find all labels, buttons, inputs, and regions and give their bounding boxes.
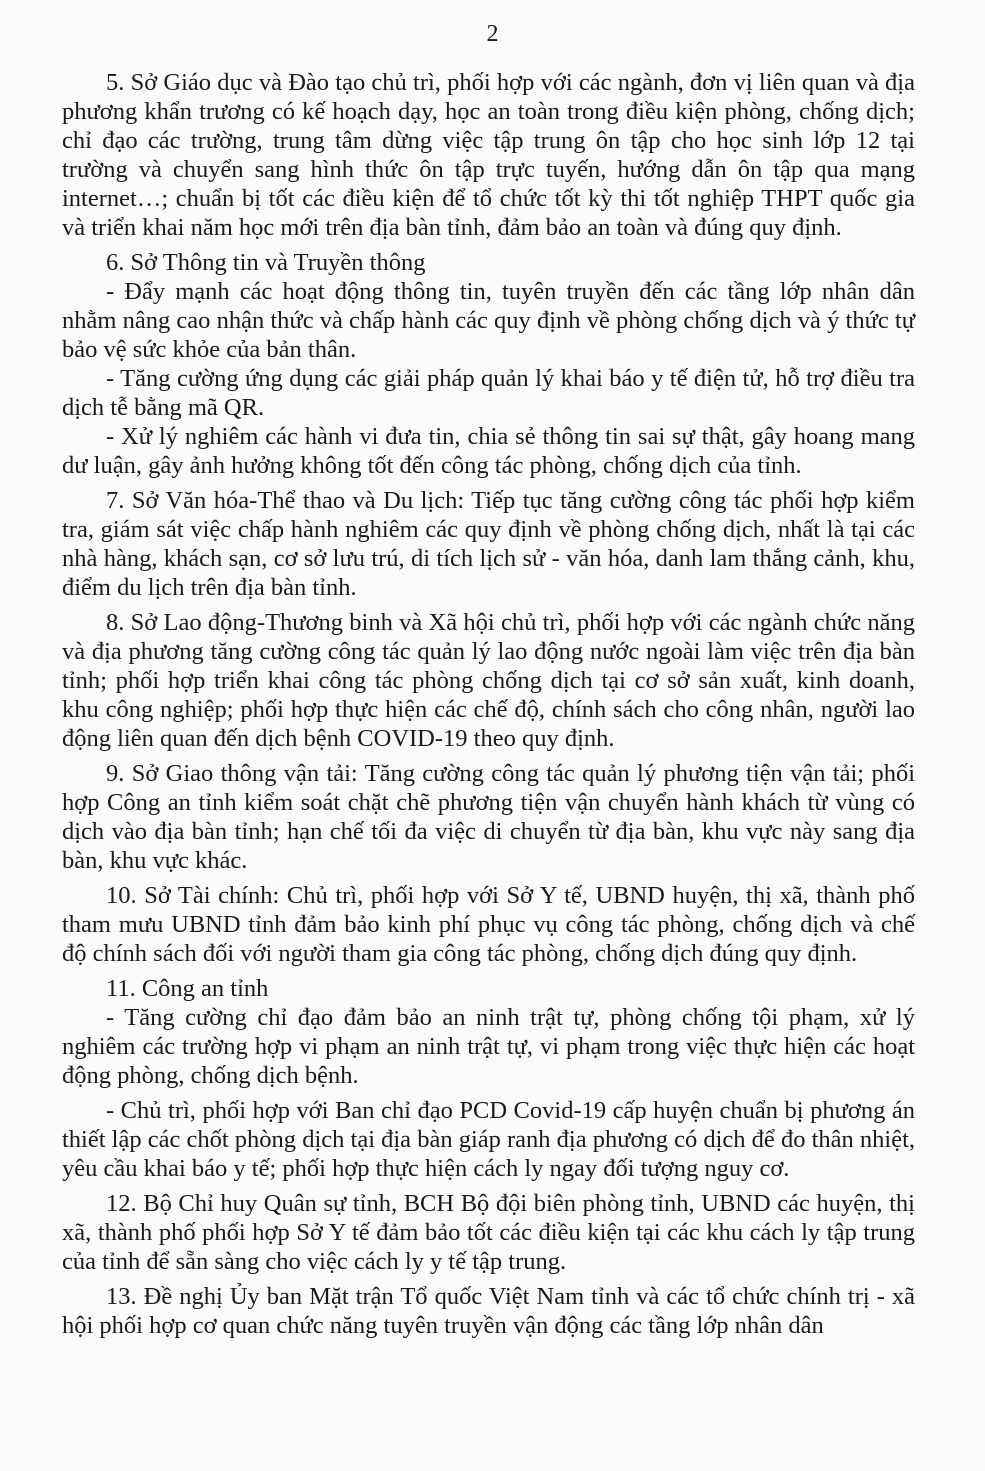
paragraph-item-6-bullet-2: - Tăng cường ứng dụng các giải pháp quản lý khai báo y tế điện tử, hỗ trợ điều tra dịch tễ bằng mã QR. [62, 365, 915, 421]
paragraph-item-11-bullet-2: - Chủ trì, phối hợp với Ban chỉ đạo PCD Covid-19 cấp huyện chuẩn bị phương án thiết lập các chốt phòng dịch tại địa bàn giáp ranh địa phương có dịch để đo thân nhiệt, yêu cầu khai báo y tế; phối hợp thực hiện cách ly ngay đối tượng nguy cơ. [62, 1097, 915, 1182]
paragraph-item-7: 7. Sở Văn hóa-Thể thao và Du lịch: Tiếp tục tăng cường công tác phối hợp kiểm tra, giám sát việc chấp hành nghiêm các quy định về phòng chống dịch, nhất là tại các nhà hàng, khách sạn, cơ sở lưu trú, di tích lịch sử - văn hóa, danh lam thắng cảnh, khu, điểm du lịch trên địa bàn tỉnh. [62, 487, 915, 601]
paragraph-item-5: 5. Sở Giáo dục và Đào tạo chủ trì, phối hợp với các ngành, đơn vị liên quan và địa phương khẩn trương có kế hoạch dạy, học an toàn trong điều kiện phòng, chống dịch; chỉ đạo các trường, trung tâm dừng việc tập trung ôn tập cho học sinh lớp 12 tại trường và chuyển sang hình thức ôn tập trực tuyến, hướng dẫn ôn tập qua mạng internet…; chuẩn bị tốt các điều kiện để tổ chức tốt kỳ thi tốt nghiệp THPT quốc gia và triển khai năm học mới trên địa bàn tỉnh, đảm bảo an toàn và đúng quy định. [62, 69, 915, 241]
paragraph-item-8: 8. Sở Lao động-Thương binh và Xã hội chủ trì, phối hợp với các ngành chức năng và địa phương tăng cường công tác quản lý lao động nước ngoài làm việc trên địa bàn tỉnh; phối hợp triển khai công tác phòng chống dịch tại cơ sở sản xuất, kinh doanh, khu công nghiệp; phối hợp thực hiện các chế độ, chính sách cho công nhân, người lao động liên quan đến dịch bệnh COVID-19 theo quy định. [62, 609, 915, 752]
paragraph-item-11-bullet-1: - Tăng cường chỉ đạo đảm bảo an ninh trật tự, phòng chống tội phạm, xử lý nghiêm các trường hợp vi phạm an ninh trật tự, vi phạm trong việc thực hiện các hoạt động phòng, chống dịch bệnh. [62, 1004, 915, 1089]
paragraph-item-6-heading: 6. Sở Thông tin và Truyền thông [106, 249, 426, 276]
paragraph-item-6-bullet-3: - Xử lý nghiêm các hành vi đưa tin, chia sẻ thông tin sai sự thật, gây hoang mang dư luận, gây ảnh hưởng không tốt đến công tác phòng, chống dịch của tỉnh. [62, 423, 915, 479]
paragraph-item-11-heading: 11. Công an tỉnh [106, 975, 269, 1002]
paragraph-item-6-bullet-1: - Đẩy mạnh các hoạt động thông tin, tuyên truyền đến các tầng lớp nhân dân nhằm nâng cao nhận thức và chấp hành các quy định về phòng chống dịch và ý thức tự bảo vệ sức khỏe của bản thân. [62, 278, 915, 363]
paragraph-item-13: 13. Đề nghị Ủy ban Mặt trận Tổ quốc Việt Nam tỉnh và các tổ chức chính trị - xã hội phối hợp cơ quan chức năng tuyên truyền vận động các tầng lớp nhân dân [62, 1283, 915, 1339]
paragraph-item-12: 12. Bộ Chỉ huy Quân sự tỉnh, BCH Bộ đội biên phòng tỉnh, UBND các huyện, thị xã, thành phố phối hợp Sở Y tế đảm bảo tốt các điều kiện tại các khu cách ly tập trung của tỉnh để sẵn sàng cho việc cách ly y tế tập trung. [62, 1190, 915, 1275]
document-body [62, 68, 915, 1344]
paragraph-item-9: 9. Sở Giao thông vận tải: Tăng cường công tác quản lý phương tiện vận tải; phối hợp Công an tỉnh kiểm soát chặt chẽ phương tiện vận chuyển hành khách từ vùng có dịch vào địa bàn tỉnh; hạn chế tối đa việc di chuyển từ địa bàn, khu vực này sang địa bàn, khu vực khác. [62, 760, 915, 874]
paragraph-item-10: 10. Sở Tài chính: Chủ trì, phối hợp với Sở Y tế, UBND huyện, thị xã, thành phố tham mưu UBND tỉnh đảm bảo kinh phí phục vụ công tác phòng, chống dịch và chế độ chính sách đối với người tham gia công tác phòng, chống dịch đúng quy định. [62, 882, 915, 967]
page-number: 2 [486, 21, 499, 47]
